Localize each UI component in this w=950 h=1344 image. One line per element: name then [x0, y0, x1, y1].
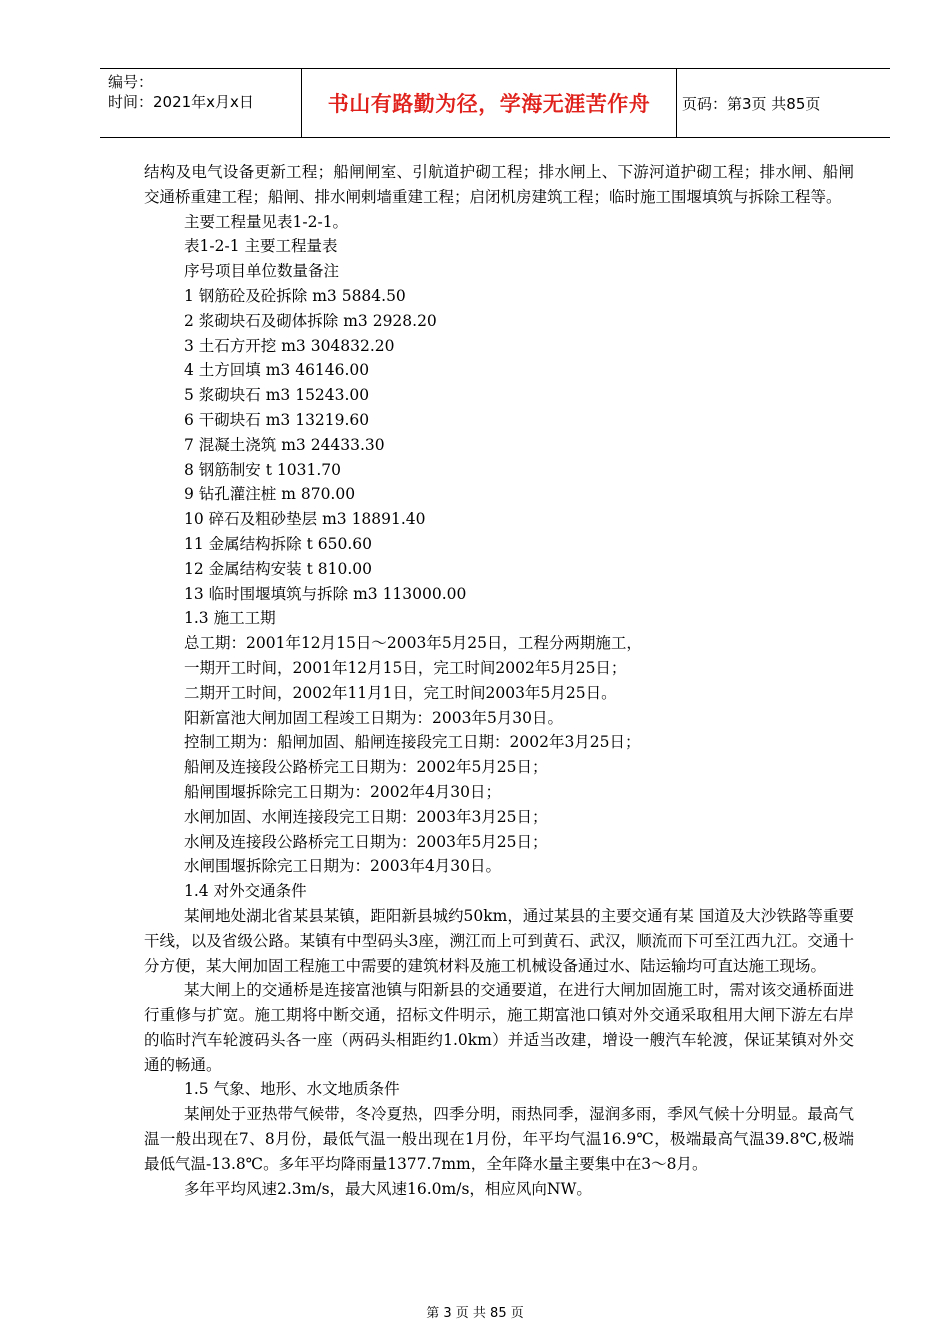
page-footer: 第 3 页 共 85 页: [426, 1306, 524, 1321]
table-row: 4 土方回填 m3 46146.00: [184, 361, 370, 380]
table-row: 8 钢筋制安 t 1031.70: [184, 460, 341, 479]
schedule-line: 一期开工时间，2001年12月15日，完工时间2002年5月25日；: [184, 658, 627, 677]
table-row: 9 钻孔灌注桩 m 870.00: [184, 485, 356, 504]
paragraph-intro: 结构及电气设备更新工程；船闸闸室、引航道护砌工程；排水闸上、下游河道护砌工程；排水闸、船闸交通桥重建工程；船闸、排水闸剌墙重建工程；启闭机房建筑工程；临时施工围堰填筑与拆除工程等。: [144, 163, 854, 206]
page-header: [100, 68, 890, 138]
section-heading-1-3: 1.3 施工工期: [184, 609, 276, 628]
header-meta: [100, 69, 300, 137]
schedule-line: 二期开工时间，2002年11月1日，完工时间2003年5月25日。: [184, 683, 617, 702]
section-heading-1-5: 1.5 气象、地形、水文地质条件: [184, 1080, 400, 1099]
header-page-code: 页码：第3页 共85页: [682, 94, 821, 113]
section-heading-1-4: 1.4 对外交通条件: [184, 882, 307, 901]
header-motto-cell: [301, 69, 677, 137]
table-row: 7 混凝土浇筑 m3 24433.30: [184, 435, 385, 454]
table-row: 13 临时围堰填筑与拆除 m3 113000.00: [184, 584, 467, 603]
schedule-line: 阳新富池大闸加固工程竣工日期为：2003年5月30日。: [184, 708, 564, 727]
table-row: 12 金属结构安装 t 810.00: [184, 559, 372, 578]
header-motto: 书山有路勤为径，学海无涯苦作舟: [327, 92, 651, 116]
header-page-cell: [676, 69, 890, 137]
table-row: 1 钢筋砼及砼拆除 m3 5884.50: [184, 286, 406, 305]
paragraph-traffic-2: 某大闸上的交通桥是连接富池镇与阳新县的交通要道，在进行大闸加固施工时，需对该交通桥面进行重修与扩宽。施工期将中断交通，招标文件明示，施工期富池口镇对外交通采取租用大闸下游左右岸的临时汽车轮渡码头各一座（两码头相距约1.0km）并适当改建，增设一艘汽车轮渡，保证某镇对外交通的畅通。: [144, 981, 854, 1074]
schedule-line: 水闸围堰拆除完工日期为：2003年4月30日。: [184, 857, 502, 876]
table-row: 10 碎石及粗砂垫层 m3 18891.40: [184, 510, 426, 529]
paragraph-traffic-1: 某闸地处湖北省某县某镇，距阳新县城约50km，通过某县的主要交通有某 国道及大沙铁路等重要干线，以及省级公路。某镇有中型码头3座，溯江而上可到黄石、武汉，顺流而下可至江西九江。交通十分方便，某大闸加固工程施工中需要的建筑材料及施工机械设备通过水、陆运输均可直达施工现场。: [144, 906, 854, 975]
schedule-line: 水闸加固、水闸连接段完工日期：2003年3月25日；: [184, 807, 548, 826]
schedule-line: 船闸围堰拆除完工日期为：2002年4月30日；: [184, 782, 502, 801]
document-time-label: 时间：2021年x月x日: [108, 93, 254, 111]
paragraph-wind: 多年平均风速2.3m/s，最大风速16.0m/s，相应风向NW。: [184, 1179, 592, 1198]
document-body: [144, 160, 854, 1201]
table-row: 3 土石方开挖 m3 304832.20: [184, 336, 395, 355]
schedule-line: 船闸及连接段公路桥完工日期为：2002年5月25日；: [184, 758, 548, 777]
paragraph-climate: 某闸处于亚热带气候带，冬冷夏热，四季分明，雨热同季，湿润多雨，季风气候十分明显。最高气温一般出现在7、8月份，最低气温一般出现在1月份，年平均气温16.9℃，极端最高气温39.8℃,极端最低气温-13.8℃。多年平均降雨量1377.7mm，全年降水量主要集中在3～8月。: [144, 1105, 854, 1173]
table-row: 6 干砌块石 m3 13219.60: [184, 410, 370, 429]
schedule-line: 水闸及连接段公路桥完工日期为：2003年5月25日；: [184, 832, 548, 851]
table-row: 11 金属结构拆除 t 650.60: [184, 534, 372, 553]
document-number-label: 编号：: [108, 73, 154, 91]
schedule-line: 控制工期为：船闸加固、船闸连接段完工日期：2002年3月25日；: [184, 733, 641, 752]
schedule-line: 总工期：2001年12月15日～2003年5月25日，工程分两期施工，: [184, 634, 642, 653]
table-title: 表1-2-1 主要工程量表: [184, 237, 338, 256]
table-header: 序号项目单位数量备注: [184, 262, 340, 281]
table-row: 5 浆砌块石 m3 15243.00: [184, 386, 370, 405]
quantity-intro: 主要工程量见表1-2-1。: [184, 212, 349, 231]
table-row: 2 浆砌块石及砌体拆除 m3 2928.20: [184, 311, 437, 330]
